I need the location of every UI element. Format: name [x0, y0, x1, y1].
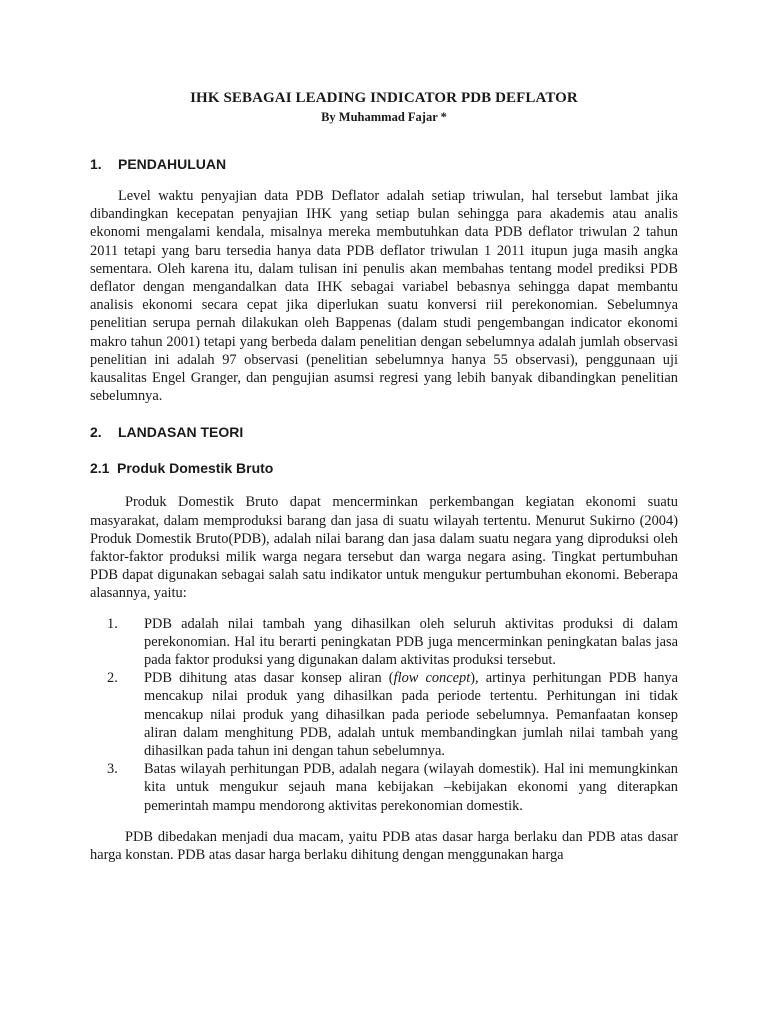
list-item-text: PDB adalah nilai tambah yang dihasilkan oleh seluruh aktivitas produksi di dalam perekonomian. Hal itu berarti peningkatan PDB juga mencerminkan peningkatan balas jasa pada faktor produksi yang digunakan dalam aktivitas produksi tersebut.: [144, 615, 678, 669]
paragraph-pdb-definition: Produk Domestik Bruto dapat mencerminkan perkembangan kegiatan ekonomi suatu masyarakat, dalam memproduksi barang dan jasa di suatu wilayah tertentu. Menurut Sukirno (2004) Produk Domestik Bruto(PDB), adalah nilai barang dan jasa dalam suatu negara yang diproduksi oleh faktor-faktor produksi milik warga negara tersebut dan warga negara asing. Tingkat pertumbuhan PDB dapat digunakan sebagai salah satu indikator untuk mengukur pertumbuhan ekonomi. Beberapa alasannya, yaitu:: [90, 494, 678, 602]
list-marker: 2.: [107, 670, 118, 687]
paragraph-pendahuluan: Level waktu penyajian data PDB Deflator adalah setiap triwulan, hal tersebut lambat jika dibandingkan kecepatan penyajian IHK yang setiap bulan sehingga para akademis atau analis ekonomi mengalami kendala, misalnya mereka membutuhkan data PDB deflator triwulan 2 tahun 2011 tetapi yang baru tersedia hanya data PDB deflator triwulan 1 2011 itupun juga masih angka sementara. Oleh karena itu, dalam tulisan ini penulis akan membahas tentang model prediksi PDB deflator dengan mengandalkan data IHK sebagai variabel bebasnya sehingga dapat membantu analisis ekonomi secara cepat jika diperlukan suatu konversi riil perekonomian. Sebelumnya penelitian serupa pernah dilakukan oleh Bappenas (dalam studi pengembangan indicator ekonomi makro tahun 2001) tetapi yang berbeda dalam penelitian dengan sebelumnya adalah jumlah observasi penelitian ini adalah 97 observasi (penelitian sebelumnya hanya 55 observasi), penggunaan uji kausalitas Engel Granger, dan pengujian asumsi regresi yang lebih banyak dibandingkan penelitian sebelumnya.: [90, 188, 678, 405]
document-byline: By Muhammad Fajar *: [321, 110, 447, 124]
list-marker: 1.: [107, 615, 118, 632]
reasons-list: [90, 615, 678, 815]
subsection-heading-produk-domestik-bruto: [90, 459, 678, 477]
section-number: 2.: [90, 424, 102, 441]
section-title: LANDASAN TEORI: [118, 424, 244, 441]
paragraph-pdb-types: PDB dibedakan menjadi dua macam, yaitu PDB atas dasar harga berlaku dan PDB atas dasar harga konstan. PDB atas dasar harga berlaku dihitung dengan menggunakan harga: [90, 828, 678, 864]
list-item-text-part: PDB dihitung atas dasar konsep aliran (: [144, 670, 394, 687]
section-heading-landasan-teori: [90, 423, 678, 441]
subsection-number: 2.1: [90, 460, 110, 477]
list-marker: 3.: [107, 761, 118, 778]
list-item: [90, 615, 678, 670]
list-item: [90, 760, 678, 815]
list-item-italic-term: flow concept: [393, 670, 471, 687]
subsection-title: Produk Domestik Bruto: [117, 460, 274, 477]
list-item-text-part: ), artinya perhitungan PDB hanya mencakup nilai produk yang dihasilkan pada periode tertentu. Perhitungan ini tidak mencakup nilai produk yang dihasilkan pada periode sebelumnya. Pemanfaatan konsep aliran dalam menghitung PDB, adalah untuk membandingkan jumlah nilai tambah yang dihasilkan pada tahun ini dengan tahun sebelumnya.: [144, 670, 679, 760]
list-item-text: [144, 669, 678, 760]
section-number: 1.: [90, 156, 102, 172]
document-page: [90, 88, 678, 864]
section-heading-pendahuluan: [90, 155, 678, 173]
list-item-text: Batas wilayah perhitungan PDB, adalah negara (wilayah domestik). Hal ini memungkinkan kita untuk mengukur sejauh mana kebijakan –kebijakan ekonomi yang diterapkan pemerintah mampu mendorong aktivitas perekonomian domestik.: [144, 761, 678, 814]
document-title: IHK SEBAGAI LEADING INDICATOR PDB DEFLATOR: [190, 90, 578, 106]
section-title: PENDAHULUAN: [118, 156, 227, 172]
list-item: [90, 669, 678, 760]
